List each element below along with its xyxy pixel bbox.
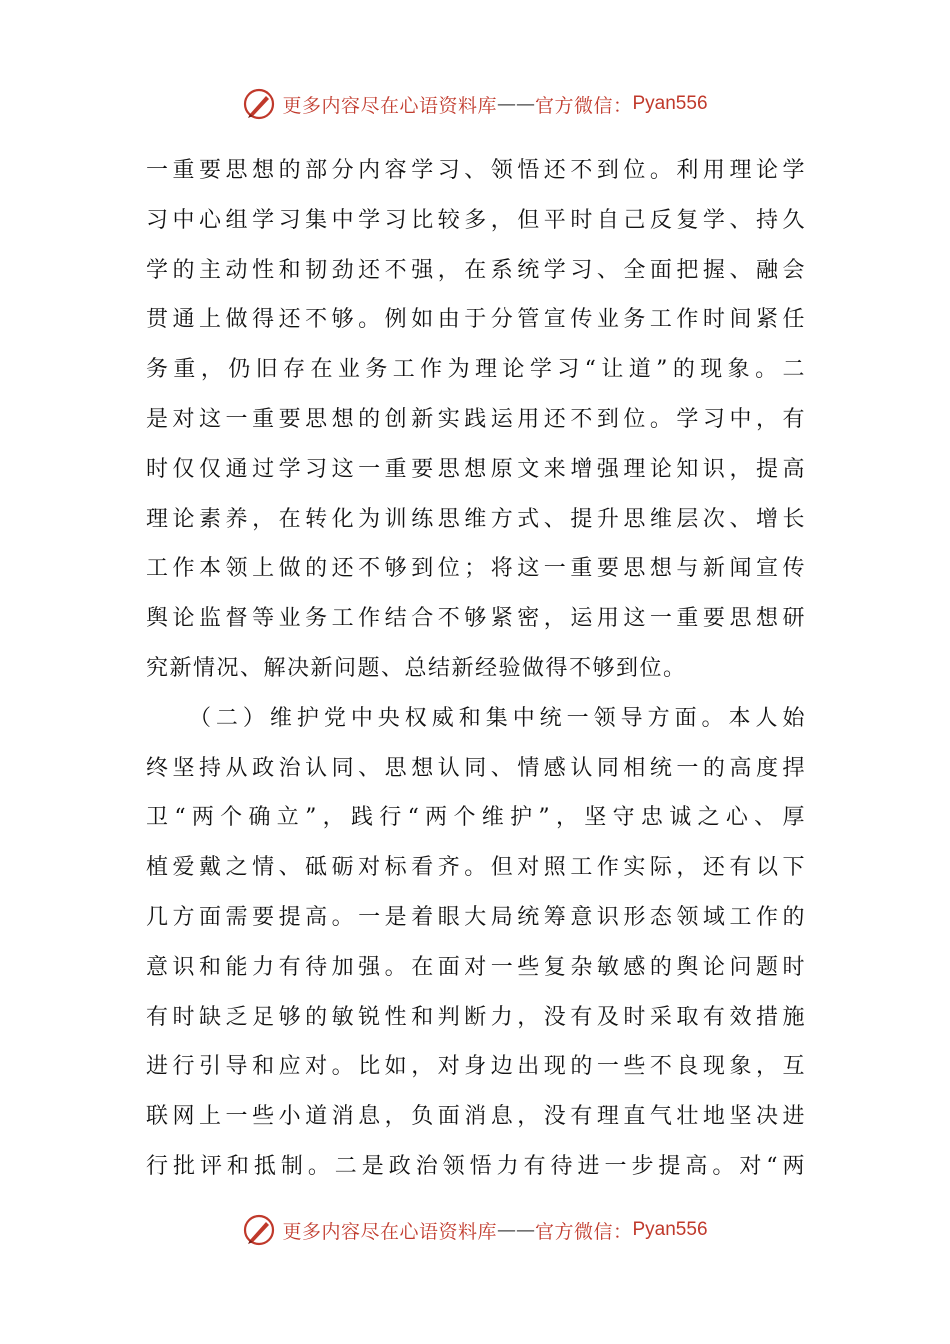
text-line: 学的主动性和韧劲还不强，在系统学习、全面把握、融会 [146,257,806,283]
text-line: 一重要思想的部分内容学习、领悟还不到位。利用理论学 [146,158,806,183]
watermark-suffix: 官方微信： [534,94,633,117]
text-line: 联网上一些小道消息，负面消息，没有理直气壮地坚决进 [146,1104,806,1130]
text-line: 理论素养，在转化为训练思维方式、提升思维层次、增长 [146,506,806,532]
header-watermark [0,84,950,124]
text-line: 进行引导和应对。比如，对身边出现的一些不良现象，互 [146,1054,806,1080]
text-line: （二）维护党中央权威和集中统一领导方面。本人始 [146,705,806,731]
watermark-dash: —— [496,93,535,115]
watermark-suffix: 官方微信： [534,1220,633,1243]
text-line: 行批评和抵制。二是政治领悟力有待进一步提高。对“两 [146,1153,806,1179]
text-line: 舆论监督等业务工作结合不够紧密，运用这一重要思想研 [146,606,806,632]
watermark-dash: —— [496,1219,535,1241]
text-line: 卫“两个确立”，践行“两个维护”，坚守忠诚之心、厚 [146,805,806,831]
text-line: 意识和能力有待加强。在面对一些复杂敏感的舆论问题时 [146,954,806,980]
text-line: 终坚持从政治认同、思想认同、情感认同相统一的高度捍 [146,755,806,781]
text-line: 究新情况、解决新问题、总结新经验做得不够到位。 [146,655,687,681]
document-body [146,146,806,1192]
watermark-id: Pyan556 [632,93,708,114]
pen-logo-icon [242,87,276,121]
pen-logo-icon [242,1213,276,1247]
text-line: 贯通上做得还不够。例如由于分管宣传业务工作时间紧任 [146,307,806,333]
text-line: 务重，仍旧存在业务工作为理论学习“让道”的现象。二 [146,357,806,383]
text-line: 是对这一重要思想的创新实践运用还不到位。学习中，有 [146,406,806,432]
footer-watermark [0,1210,950,1250]
text-line: 工作本领上做的还不够到位；将这一重要思想与新闻宣传 [146,556,806,582]
text-line: 植爱戴之情、砥砺对标看齐。但对照工作实际，还有以下 [146,855,806,881]
text-line: 时仅仅通过学习这一重要思想原文来增强理论知识，提高 [146,456,806,482]
watermark-text: 更多内容尽在心语资料库 [282,94,497,117]
text-line: 有时缺乏足够的敏锐性和判断力，没有及时采取有效措施 [146,1004,806,1030]
watermark-text: 更多内容尽在心语资料库 [282,1220,497,1243]
watermark-id: Pyan556 [632,1219,708,1240]
text-line: 习中心组学习集中学习比较多，但平时自己反复学、持久 [146,207,806,233]
text-line: 几方面需要提高。一是着眼大局统筹意识形态领域工作的 [146,904,806,930]
